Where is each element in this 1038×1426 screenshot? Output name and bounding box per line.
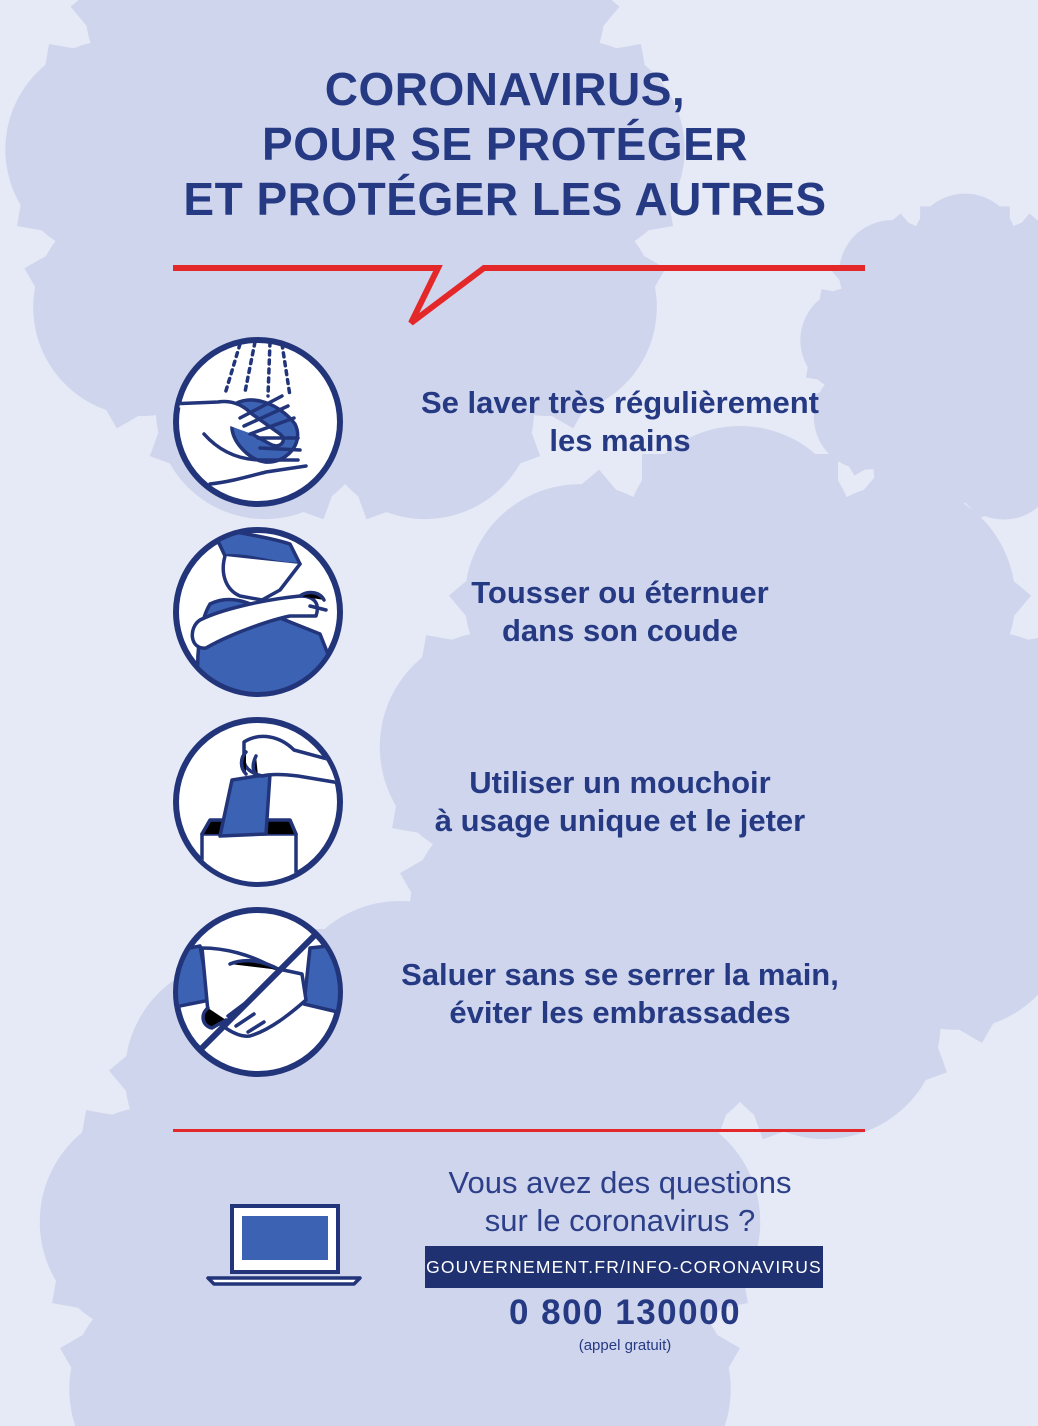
step-line: Se laver très régulièrement: [420, 385, 820, 420]
step-line: à usage unique et le jeter: [434, 803, 806, 838]
divider: [173, 1129, 865, 1132]
phone-note: (appel gratuit): [578, 1337, 672, 1354]
hand-washing-icon: [170, 334, 346, 510]
step-text: [370, 384, 870, 460]
phone-number[interactable]: 0 800 130000: [508, 1293, 742, 1332]
page-title: [0, 62, 1010, 227]
cough-elbow-icon: [170, 524, 346, 700]
step-line: Tousser ou éternuer: [471, 575, 769, 610]
step-line: éviter les embrassades: [449, 995, 791, 1030]
website-link[interactable]: GOUVERNEMENT.FR/INFO-CORONAVIRUS: [425, 1246, 823, 1288]
step-line: dans son coude: [502, 613, 738, 648]
step-text: [370, 764, 870, 840]
title-line: CORONAVIRUS,: [324, 63, 686, 115]
laptop-icon: [206, 1204, 362, 1286]
no-handshake-icon: [170, 904, 346, 1080]
step-line: Saluer sans se serrer la main,: [401, 957, 839, 992]
title-line: ET PROTÉGER LES AUTRES: [183, 173, 827, 225]
step-line: Utiliser un mouchoir: [469, 765, 771, 800]
question-line: Vous avez des questions: [448, 1165, 792, 1200]
tissue-box-icon: [170, 714, 346, 890]
step-line: les mains: [549, 423, 691, 458]
title-line: POUR SE PROTÉGER: [262, 118, 748, 170]
contact-question: [390, 1164, 850, 1240]
question-line: sur le coronavirus ?: [484, 1203, 756, 1238]
step-text: [370, 956, 870, 1032]
step-text: [370, 574, 870, 650]
